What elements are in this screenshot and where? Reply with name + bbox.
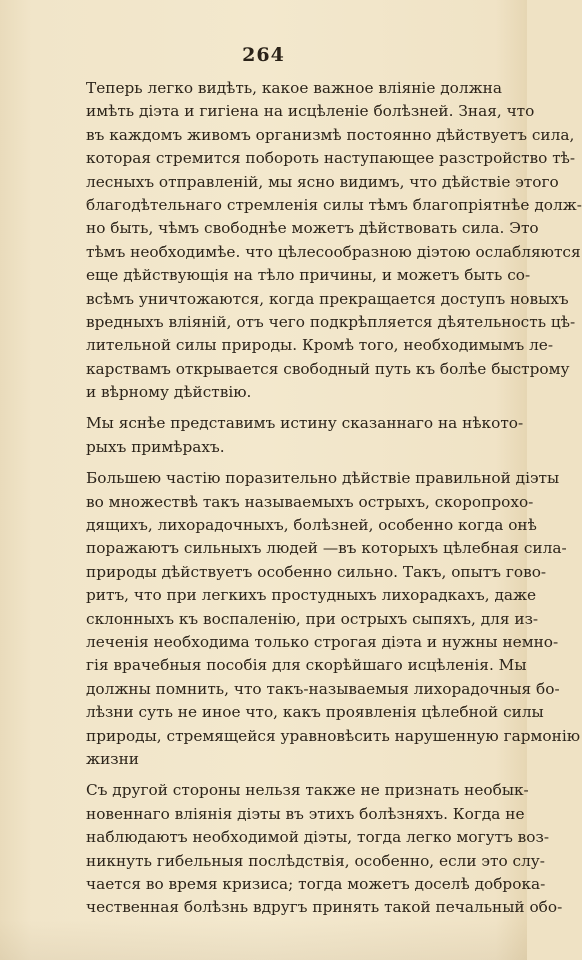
text-line: вредныхъ вліяній, отъ чего подкрѣпляется дѣятельность цѣ- (86, 312, 576, 331)
text-line: имѣть діэта и гигіена на исцѣленіе болѣзней. Зная, что (86, 102, 535, 121)
page-edge-shadow (0, 920, 527, 960)
text-line: рыхъ примѣрахъ. (86, 437, 225, 456)
text-line: но быть, чѣмъ свободнѣе можетъ дѣйствовать сила. Это (86, 219, 539, 238)
text-line: никнуть гибельныя послѣдствія, особенно, если это слу- (86, 851, 545, 870)
text-line: и вѣрному дѣйствію. (86, 383, 252, 402)
text-line: лѣзни суть не иное что, какъ проявленія цѣлебной силы (86, 703, 544, 722)
text-line: склонныхъ къ воспаленію, при острыхъ сыпяхъ, для из- (86, 609, 539, 628)
paragraph (86, 77, 582, 404)
text-line: новеннаго вліянія діэты въ этихъ болѣзняхъ. Когда не (86, 804, 525, 823)
text-line: Съ другой стороны нельзя также не признать необык- (86, 781, 529, 800)
text-line: которая стремится побороть наступающее разстройство тѣ- (86, 149, 576, 168)
text-line: карствамъ открывается свободный путь къ болѣе быстрому (86, 359, 570, 378)
text-line: поражаютъ сильныхъ людей —въ которыхъ цѣлебная сила- (86, 539, 567, 558)
text-line: еще дѣйствующія на тѣло причины, и можетъ быть со- (86, 266, 531, 285)
text-line: тѣмъ необходимѣе. что цѣлесообразною діэтою ослабляются (86, 242, 581, 261)
text-line: природы дѣйствуетъ особенно сильно. Такъ, опытъ гово- (86, 562, 547, 581)
text-line: во множествѣ такъ называемыхъ острыхъ, скоропрохо- (86, 492, 534, 511)
text-line: ритъ, что при легкихъ простудныхъ лихорадкахъ, даже (86, 586, 537, 605)
paragraph (86, 467, 581, 771)
text-line: леченія необходима только строгая діэта и нужны немно- (86, 632, 559, 651)
text-line: наблюдаютъ необходимой діэты, тогда легко могутъ воз- (86, 828, 550, 847)
text-line: всѣмъ уничтожаются, когда прекращается доступъ новыхъ (86, 289, 569, 308)
page-text (86, 77, 582, 928)
text-line: лительной силы природы. Кромѣ того, необходимымъ ле- (86, 336, 554, 355)
paragraph (86, 779, 563, 919)
text-line: чается во время кризиса; тогда можетъ доселѣ доброка- (86, 874, 546, 893)
text-line: чественная болѣзнь вдругъ принять такой печальный обо- (86, 898, 563, 917)
text-line: гія врачебныя пособія для скорѣйшаго исцѣленія. Мы (86, 656, 527, 675)
text-line: жизни (86, 749, 140, 768)
text-line: Большею частію поразительно дѣйствіе правильной діэты (86, 469, 560, 488)
paragraph (86, 412, 524, 459)
page-number: 264 (242, 44, 285, 66)
text-line: природы, стремящейся уравновѣсить нарушенную гармонію (86, 726, 581, 745)
text-line: Мы яснѣе представимъ истину сказаннаго на нѣкото- (86, 414, 524, 433)
text-line: въ каждомъ живомъ организмѣ постоянно дѣйствуетъ сила, (86, 125, 575, 144)
text-line: Теперь легко видѣть, какое важное вліяніе должна (86, 79, 502, 97)
text-line: лесныхъ отправленій, мы ясно видимъ, что дѣйствіе этого (86, 172, 559, 191)
text-line: благодѣтельнаго стремленія силы тѣмъ благопріятнѣе долж- (86, 195, 582, 214)
text-line: должны помнить, что такъ-называемыя лихорадочныя бо- (86, 679, 560, 698)
text-line: дящихъ, лихорадочныхъ, болѣзней, особенно когда онѣ (86, 516, 537, 535)
